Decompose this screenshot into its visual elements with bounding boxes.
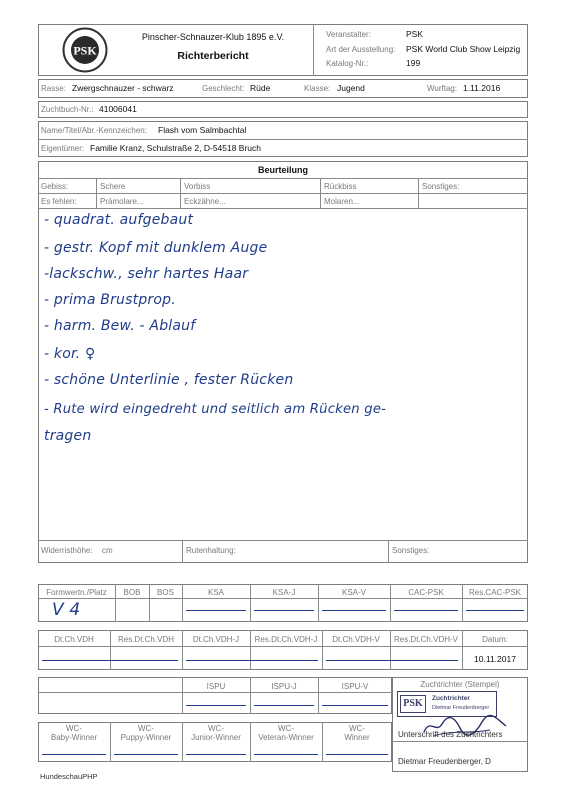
handwritten-line: - harm. Bew. - Ablauf	[44, 318, 196, 334]
handwritten-line: - kor. ♀	[44, 346, 96, 362]
catalog-label: Katalog-Nr.:	[326, 59, 369, 68]
stamp-line-2: Dietmar Freudenberger	[432, 705, 490, 711]
res-dtch-j-header: Res.Dt.Ch.VDH-J	[254, 635, 318, 644]
handwritten-line: - quadrat. aufgebaut	[44, 212, 194, 228]
show-value: PSK World Club Show Leipzig	[406, 44, 521, 54]
wc-puppy-header: WC- Puppy-Winner	[120, 724, 172, 742]
signature-label: Unterschrift des Zuchtrichters	[398, 730, 503, 739]
wc-veteran-header: WC- Veteran-Winner	[258, 724, 314, 742]
res-dtch-v-header: Res.Dt.Ch.VDH-V	[393, 635, 458, 644]
dtch-j-header: Dt.Ch.VDH-J	[192, 635, 240, 644]
studbook-label: Zuchtbuch-Nr.:	[41, 105, 94, 114]
rating-value: V 4	[52, 600, 81, 620]
wc-winner-header: WC- Winner	[344, 724, 370, 742]
teeth-scissor: Schere	[100, 182, 126, 191]
handwritten-line: tragen	[44, 428, 92, 444]
res-dtch-header: Res.Dt.Ch.VDH	[117, 635, 174, 644]
show-label: Art der Ausstellung:	[326, 45, 396, 54]
teeth-overshot: Vorbiss	[184, 182, 211, 191]
organizer-value: PSK	[406, 29, 424, 39]
name-label: Name/Titel/Abr.-Kennzeichen:	[41, 126, 147, 135]
date-label: Datum:	[482, 635, 508, 644]
class-label: Klasse:	[304, 84, 331, 93]
stamp-logo: PSK	[400, 695, 426, 713]
name-value: Flash vom Salmbachtal	[158, 125, 247, 135]
teeth-undershot: Rückbiss	[324, 182, 357, 191]
assessment-title: Beurteilung	[257, 165, 308, 175]
tail-label: Rutenhaltung:	[186, 546, 236, 555]
whelped-label: Wurftag:	[427, 84, 458, 93]
stamp-label: Zuchtrichter (Stempel)	[420, 680, 500, 689]
date-value: 10.11.2017	[474, 654, 516, 664]
studbook-value: 41006041	[99, 104, 137, 114]
stamp-line-1: Zuchtrichter	[432, 695, 470, 702]
ispu-header: ISPU	[206, 682, 226, 691]
club-name: Pinscher-Schnauzer-Klub 1895 e.V.	[141, 32, 285, 42]
handwritten-line: -lackschw., sehr hartes Haar	[44, 266, 249, 282]
cac-header: CAC-PSK	[408, 588, 444, 597]
ksa-j-header: KSA-J	[272, 588, 296, 597]
missing-premolars: Prämolare...	[100, 197, 144, 206]
handwritten-line: - prima Brustprop.	[44, 292, 176, 308]
owner-value: Familie Kranz, Schulstraße 2, D-54518 Bruch	[90, 143, 262, 153]
doc-title: Richterbericht	[177, 50, 249, 62]
whelped-value: 1.11.2016	[463, 83, 501, 93]
handwritten-line: - Rute wird eingedreht und seitlich am Rücken ge-	[44, 402, 387, 417]
missing-label: Es fehlen:	[41, 197, 77, 206]
wc-junior-header: WC- Junior-Winner	[191, 724, 241, 742]
other-label: Sonstiges:	[392, 546, 430, 555]
breed-label: Rasse:	[41, 84, 66, 93]
ispu-j-header: ISPU-J	[271, 682, 297, 691]
ksa-header: KSA	[207, 588, 224, 597]
bob-header: BOB	[123, 588, 141, 597]
owner-label: Eigentümer:	[41, 144, 85, 153]
breed-value: Zwergschnauzer - schwarz	[72, 83, 174, 93]
organizer-label: Veranstalter:	[326, 30, 371, 39]
missing-canines: Eckzähne...	[184, 197, 226, 206]
handwritten-line: - gestr. Kopf mit dunklem Auge	[44, 240, 268, 256]
teeth-label: Gebiss:	[41, 182, 69, 191]
dtch-header: Dt.Ch.VDH	[54, 635, 94, 644]
bos-header: BOS	[157, 588, 174, 597]
handwritten-line: - schöne Unterlinie , fester Rücken	[44, 372, 294, 388]
dtch-v-header: Dt.Ch.VDH-V	[332, 635, 380, 644]
judge-name: Dietmar Freudenberger, D	[398, 757, 491, 766]
sex-value: Rüde	[250, 83, 271, 93]
svg-text:PSK: PSK	[73, 43, 97, 58]
missing-molars: Molaren...	[324, 197, 360, 206]
wc-baby-header: WC- Baby-Winner	[50, 724, 98, 742]
sex-label: Geschlecht:	[202, 84, 245, 93]
ispu-v-header: ISPU-V	[341, 682, 369, 691]
catalog-value: 199	[406, 58, 421, 68]
teeth-other: Sonstiges:	[422, 182, 460, 191]
class-value: Jugend	[337, 83, 365, 93]
res-cac-header: Res.CAC-PSK	[468, 588, 521, 597]
height-unit: cm	[102, 546, 113, 555]
height-label: Widerristhöhe:	[41, 546, 93, 555]
footer-brand: HundeschauPHP	[40, 772, 98, 781]
ksa-v-header: KSA-V	[341, 588, 366, 597]
rating-header: Formwertn./Platz	[46, 588, 107, 597]
club-logo	[62, 27, 108, 73]
